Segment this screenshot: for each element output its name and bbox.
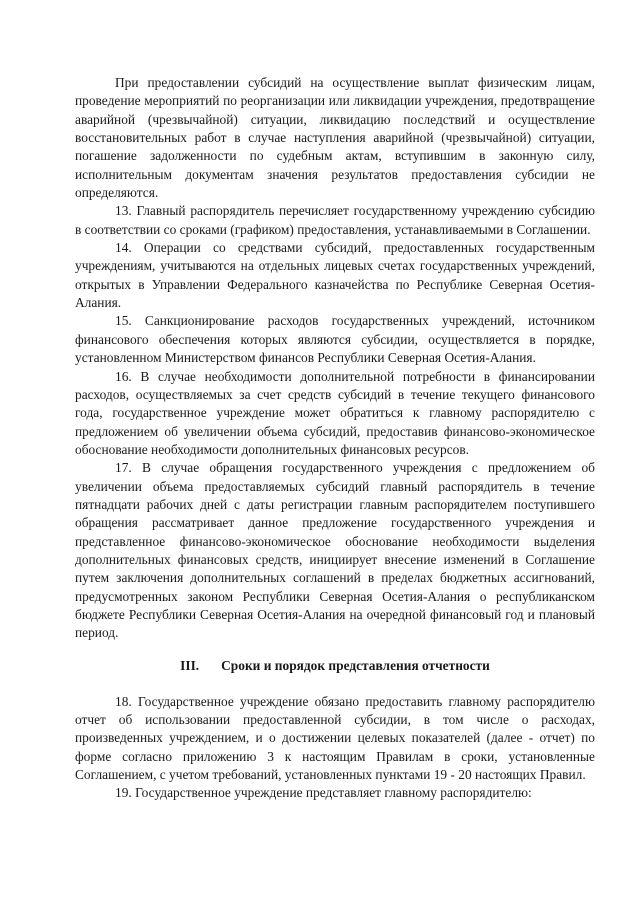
paragraph-12-results: При предоставлении субсидий на осуществление выплат физическим лицам, проведение мероприятий по реорганизации или ликвидации учреждения, предотвращение аварийной (чрезвычайной) ситуации, ликвидацию последствий и осуществление восстановительных работ в случае наступления аварийной (чрезвычайной) ситуации, погашение задолженности по судебным актам, вступившим в законную силу, исполнительным документам значения результатов предоставления субсидии не определяются. bbox=[75, 75, 595, 201]
section-title: Сроки и порядок представления отчетности bbox=[221, 657, 490, 673]
paragraph-18: 18. Государственное учреждение обязано предоставить главному распорядителю отчет об использовании предоставленной субсидии, в том числе о расходах, произведенных учреждением, и о достижении целевых показателей (далее - отчет) по форме согласно приложению 3 к настоящим Правилам в сроки, установленные Соглашением, с учетом требований, установленных пунктами 19 - 20 настоящих Правил. bbox=[75, 693, 595, 783]
section-heading bbox=[75, 657, 595, 675]
paragraph-13: 13. Главный распорядитель перечисляет государственному учреждению субсидию в соответствии со сроками (графиком) предоставления, устанавливаемыми в Соглашении. bbox=[75, 203, 595, 237]
document-page bbox=[75, 74, 595, 803]
section-number: III. bbox=[180, 657, 200, 673]
paragraph-16: 16. В случае необходимости дополнительной потребности в финансировании расходов, осуществляемых за счет средств субсидий в течение текущего финансового года, государственное учреждение может обратиться к главному распорядителю с предложением об увеличении объема субсидий, предоставив финансово-экономическое обоснование необходимости дополнительных финансовых ресурсов. bbox=[75, 368, 595, 457]
paragraph-15: 15. Санкционирование расходов государственных учреждений, источником финансового обеспечения которых являются субсидии, осуществляется в порядке, установленном Министерством финансов Республики Северная Осетия-Алания. bbox=[75, 313, 595, 366]
paragraph-19: 19. Государственное учреждение представляет главному распорядителю: bbox=[115, 785, 532, 801]
paragraph-17: 17. В случае обращения государственного учреждения с предложением об увеличении объема предоставляемых субсидий главный распорядитель в течение пятнадцати рабочих дней с даты регистрации главным распорядителем поступившего обращения рассматривает данное предложение государственного учреждения и представленное финансово-экономическое обоснование необходимости выделения дополнительных финансовых средств, инициирует внесение изменений в Соглашение путем заключения дополнительных соглашений в пределах бюджетных ассигнований, предусмотренных законом Республики Северная Осетия-Алания о республиканском бюджете Республики Северная Осетия-Алания на очередной финансовый год и плановый период. bbox=[75, 460, 595, 641]
paragraph-14: 14. Операции со средствами субсидий, предоставленных государственным учреждениям, учитываются на отдельных лицевых счетах государственных учреждений, открытых в Управлении Федерального казначейства по Республике Северная Осетия-Алания. bbox=[75, 240, 595, 311]
